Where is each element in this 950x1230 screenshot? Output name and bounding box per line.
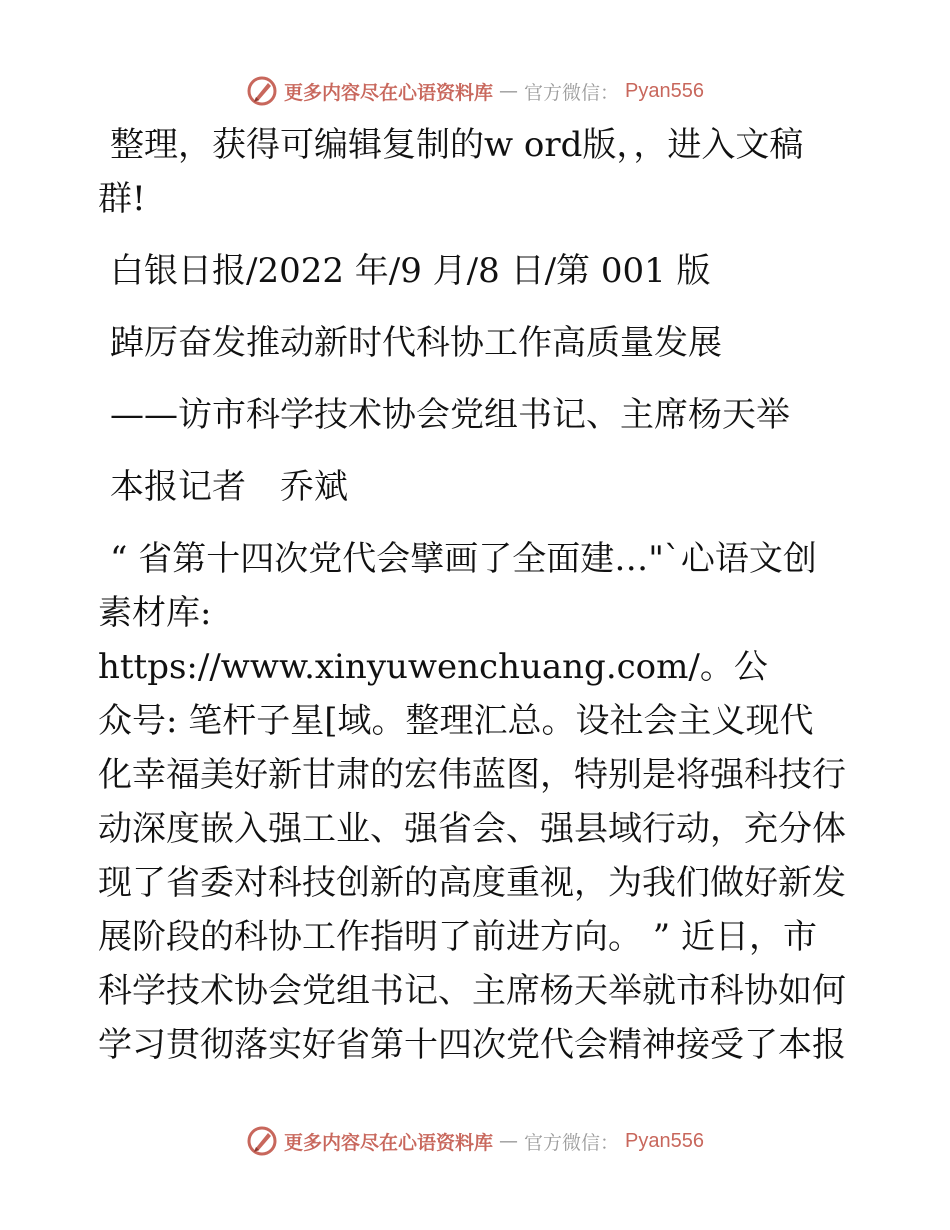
body-line: 素材库: https://www.xinyuwenchuang.com/。公 <box>98 593 768 687</box>
body-line: 学习贯彻落实好省第十四次党代会精神接受了本报 <box>98 1025 846 1065</box>
source-line: 白银日报/2022 年/9 月/8 日/第 001 版 <box>110 251 711 291</box>
intro-line-2: 群! <box>98 179 146 219</box>
banner-dash: — <box>499 80 519 102</box>
quill-logo-icon <box>246 1125 278 1157</box>
body-line: “ 省第十四次党代会擘画了全面建…"`心语文创 <box>110 539 817 579</box>
banner-dash: — <box>499 1130 519 1152</box>
intro-line-1: 整理，获得可编辑复制的w ord版，，进入文稿 <box>110 125 804 165</box>
footer-banner <box>0 1121 950 1161</box>
banner-wechat-id: Pyan556 <box>625 1129 704 1152</box>
banner-wechat-label: 官方微信： <box>524 1131 620 1154</box>
banner-wechat-id: Pyan556 <box>625 79 704 102</box>
body-line: 现了省委对科技创新的高度重视，为我们做好新发 <box>98 863 846 903</box>
banner-wechat-label: 官方微信： <box>524 81 620 104</box>
document-body <box>98 118 850 1072</box>
banner-site-name: 更多内容尽在心语资料库 <box>284 1131 494 1154</box>
body-line: 展阶段的科协工作指明了前进方向。 ” 近日，市 <box>98 917 817 957</box>
header-banner <box>0 71 950 111</box>
headline: 踔厉奋发推动新时代科协工作高质量发展 <box>110 323 722 363</box>
body-paragraph <box>98 532 850 1072</box>
body-line: 化幸福美好新甘肃的宏伟蓝图，特别是将强科技行 <box>98 755 846 795</box>
body-line: 动深度嵌入强工业、强省会、强县域行动，充分体 <box>98 809 846 849</box>
subheadline: ——访市科学技术协会党组书记、主席杨天举 <box>110 395 790 435</box>
banner-site-name: 更多内容尽在心语资料库 <box>284 81 494 104</box>
body-line: 科学技术协会党组书记、主席杨天举就市科协如何 <box>98 971 846 1011</box>
quill-logo-icon <box>246 75 278 107</box>
byline: 本报记者 乔斌 <box>110 467 348 507</box>
body-line: 众号: 笔杆子星[域。整理汇总。设社会主义现代 <box>98 701 814 741</box>
